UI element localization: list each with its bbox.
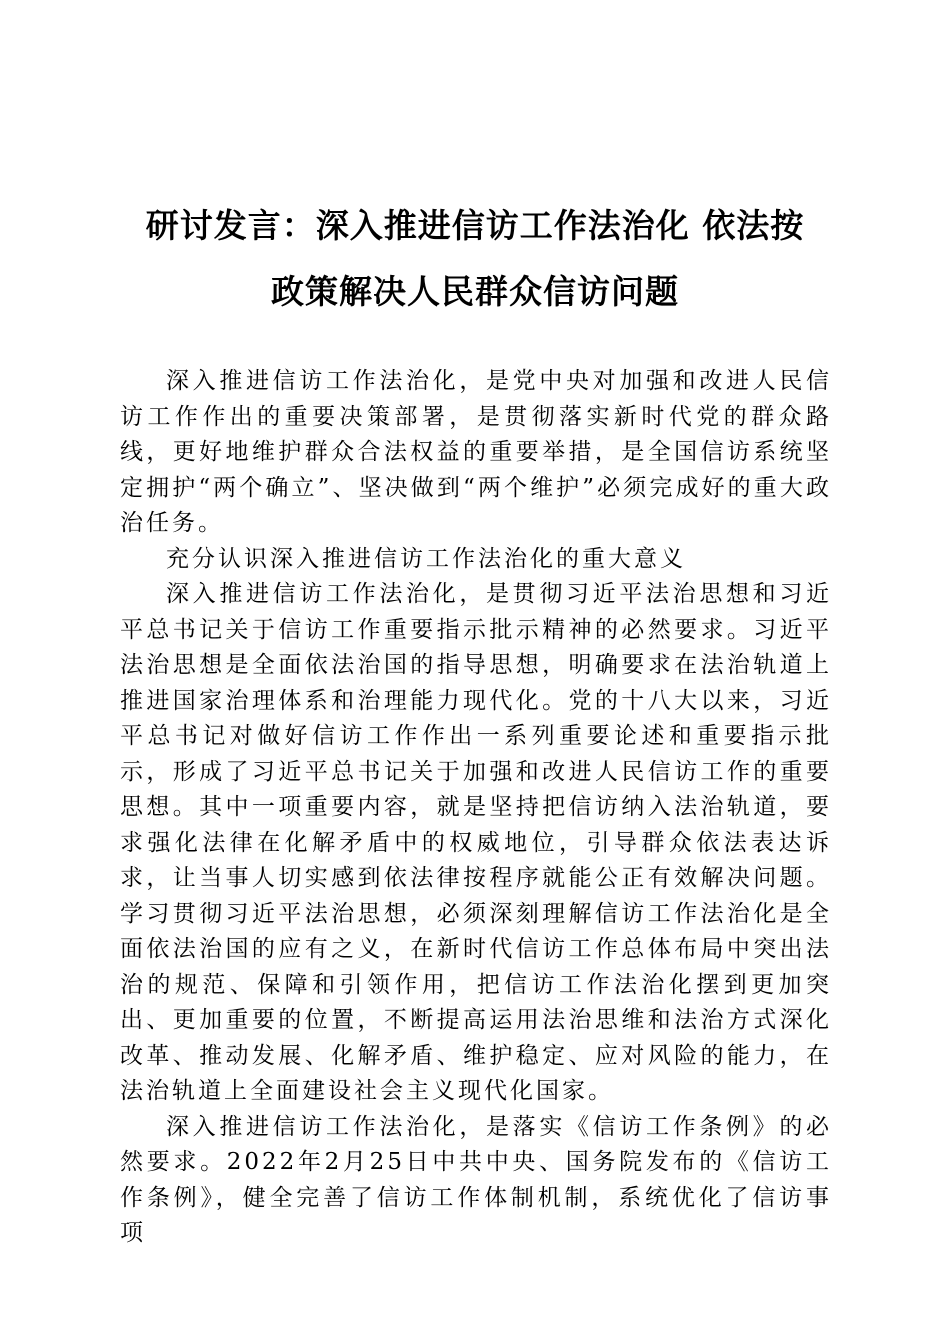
document-body bbox=[120, 364, 832, 1252]
title-line-2: 政策解决人民群众信访问题 bbox=[271, 272, 679, 311]
paragraph-regulation: 深入推进信访工作法治化，是落实《信访工作条例》的必然要求。2022年2月25日中共中央、国务院发布的《信访工作条例》，健全完善了信访工作体制机制，系统优化了信访事项 bbox=[120, 1113, 832, 1246]
paragraph-intro: 深入推进信访工作法治化，是党中央对加强和改进人民信访工作作出的重要决策部署，是贯彻落实新时代党的群众路线，更好地维护群众合法权益的重要举措，是全国信访系统坚定拥护“两个确立”、坚决做到“两个维护”必须完成好的重大政治任务。 bbox=[120, 368, 832, 536]
title-line-1: 研讨发言：深入推进信访工作法治化 依法按 bbox=[145, 206, 805, 245]
section-heading: 充分认识深入推进信访工作法治化的重大意义 bbox=[166, 545, 686, 572]
paragraph-significance: 深入推进信访工作法治化，是贯彻习近平法治思想和习近平总书记关于信访工作重要指示批示精神的必然要求。习近平法治思想是全面依法治国的指导思想，明确要求在法治轨道上推进国家治理体系和治理能力现代化。党的十八大以来，习近平总书记对做好信访工作作出一系列重要论述和重要指示批示，形成了习近平总书记关于加强和改进人民信访工作的重要思想。其中一项重要内容，就是坚持把信访纳入法治轨道，要求强化法律在化解矛盾中的权威地位，引导群众依法表达诉求，让当事人切实感到依法律按程序就能公正有效解决问题。学习贯彻习近平法治思想，必须深刻理解信访工作法治化是全面依法治国的应有之义，在新时代信访工作总体布局中突出法治的规范、保障和引领作用，把信访工作法治化摆到更加突出、更加重要的位置，不断提高运用法治思维和法治方式深化改革、推动发展、化解矛盾、维护稳定、应对风险的能力，在法治轨道上全面建设社会主义现代化国家。 bbox=[120, 581, 832, 1104]
document-title bbox=[100, 193, 850, 325]
